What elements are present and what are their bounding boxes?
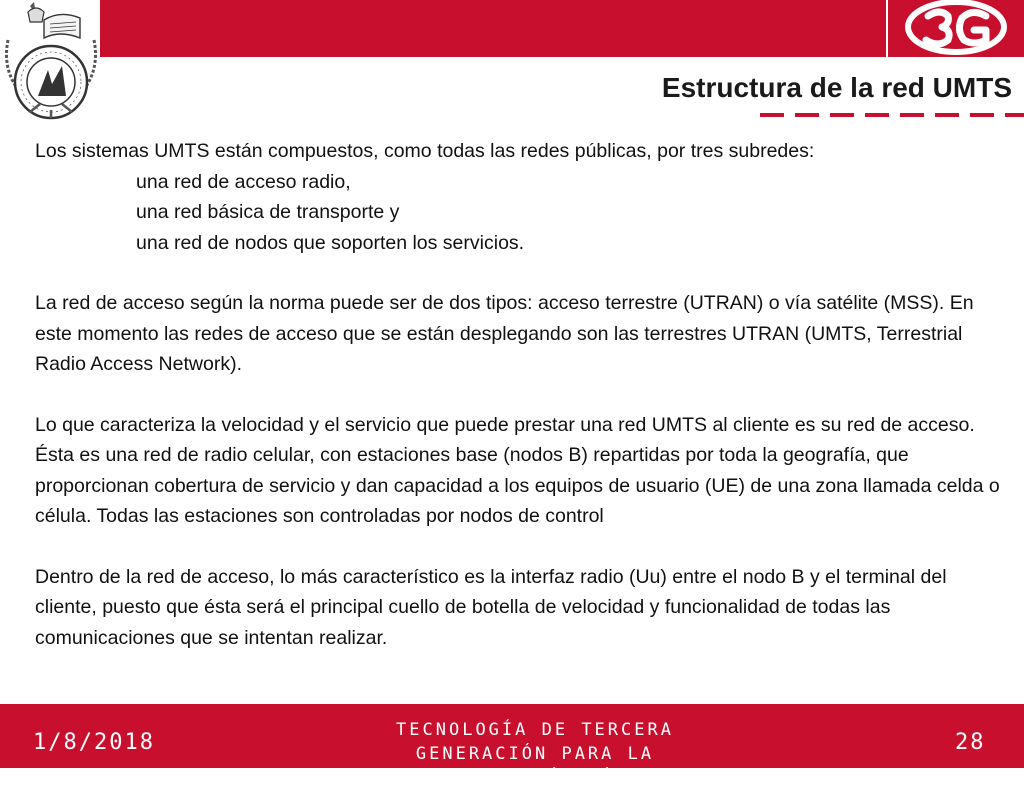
paragraph-radio-interface: Dentro de la red de acceso, lo más característico es la interfaz radio (Uu) entre el nodo B y el terminal del cliente, puesto que ésta será el principal cuello de botella de velocidad y funcionalidad de todas las comunicaciones que se intentan realizar. — [35, 565, 947, 649]
title-dashed-underline — [760, 112, 1024, 118]
subnet-item: una red de nodos que soporten los servicios. — [136, 231, 525, 254]
footer-title: TECNOLOGÍA DE TERCERA GENERACIÓN PARA LA COMUNICACIÓN MÓVIL — [396, 720, 674, 788]
header-red-band — [100, 0, 886, 57]
footer-date: 1/8/2018 — [33, 730, 155, 755]
intro-text: Los sistemas UMTS están compuestos, como todas las redes públicas, por tres subredes: — [35, 140, 815, 162]
slide-title: Estructura de la red UMTS — [661, 72, 1012, 103]
paragraph-access-network-types: La red de acceso según la norma puede ser de dos tipos: acceso terrestre (UTRAN) o vía satélite (MSS). En este momento las redes de acceso que se están desplegando son las terrestres UTRAN (UMTS, Terrestrial Radio Access Network). — [35, 292, 974, 375]
paragraph-access-network-description: Lo que caracteriza la velocidad y el servicio que puede prestar una red UMTS al cliente es su red de acceso. Ésta es una red de radio celular, con estaciones base (nodos B) repartidas por toda la geografía, que proporcionan cobertura de servicio y dan capacidad a los equipos de usuario (UE) de una zona llamada celda o célula. Todas las estaciones son controladas por nodos de control — [35, 413, 1000, 527]
brand-3g-logo — [888, 0, 1024, 57]
3g-logo-icon — [888, 0, 1024, 57]
slide-body — [35, 136, 1005, 653]
institution-logo — [0, 0, 102, 124]
subnet-item: una red básica de transporte y — [136, 201, 400, 223]
slide-page-number: 28 — [955, 730, 986, 755]
tecnologico-seal-icon — [0, 0, 102, 124]
footer-red-band — [0, 704, 1024, 788]
subnet-item: una red de acceso radio, — [136, 170, 351, 193]
